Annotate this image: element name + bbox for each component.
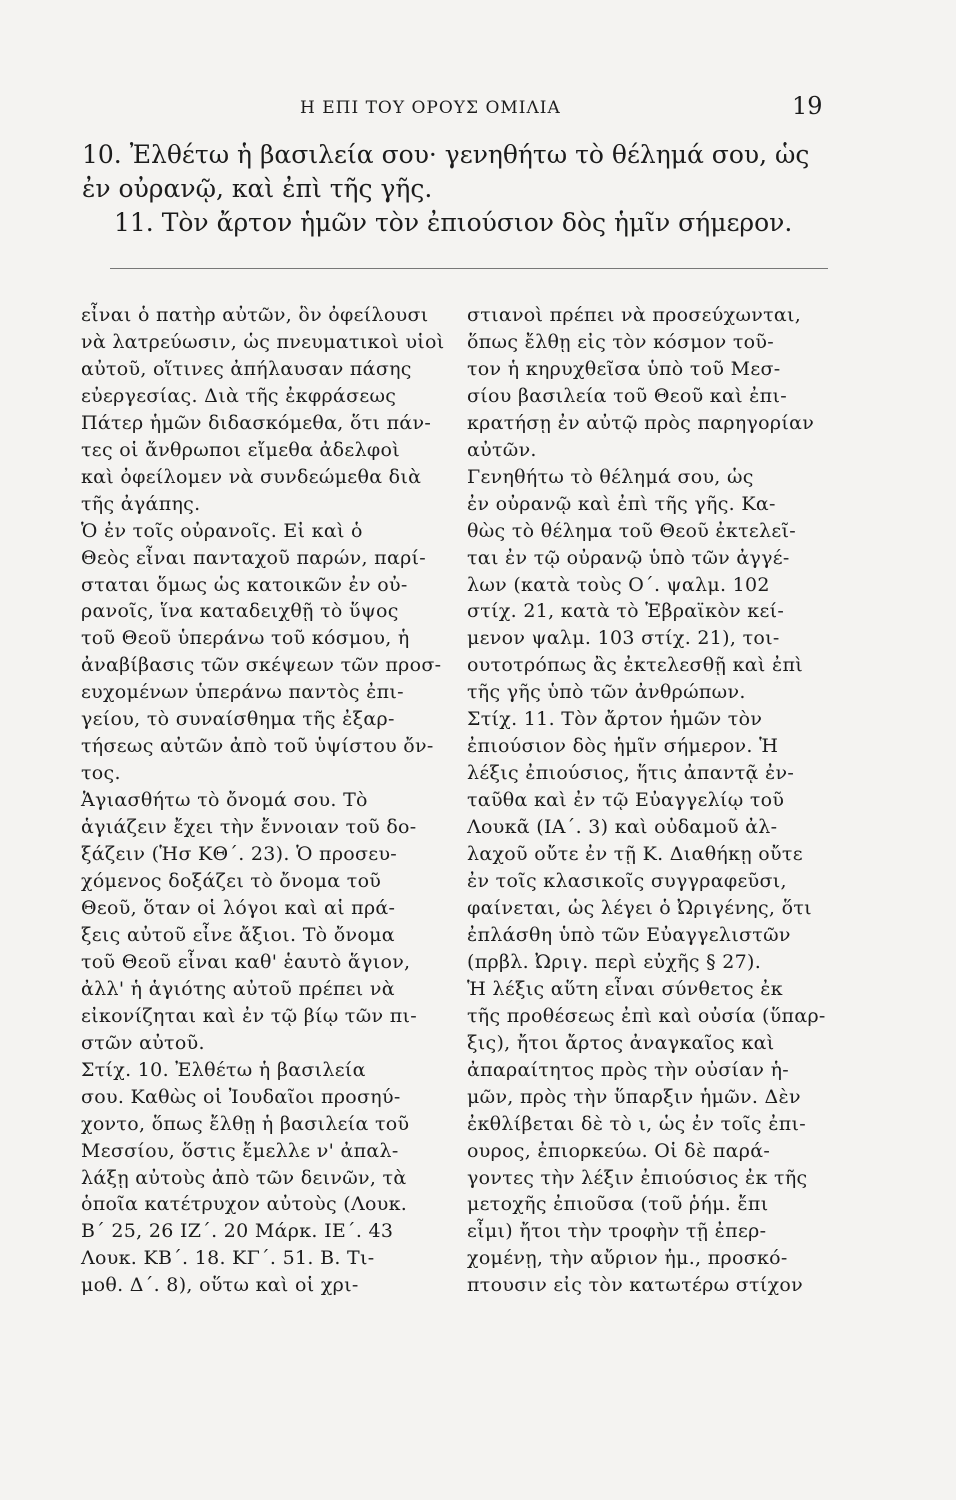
page-number: 19 [792,92,823,120]
right-line: μῶν, πρὸς τὴν ὕπαρξιν ἡμῶν. Δὲν [467,1085,801,1108]
left-line: εἶναι ὁ πατὴρ αὐτῶν, ὃν ὀφείλουσι [81,304,429,326]
left-line: ἀναβίβασις τῶν σκέψεων τῶν προσ- [81,654,442,677]
left-line: εὐεργεσίας. Διὰ τῆς ἐκφράσεως [81,384,397,407]
right-line: πτουσιν εἰς τὸν κατωτέρω στίχον [467,1274,804,1297]
right-line: ὅπως ἔλθῃ εἰς τὸν κόσμον τοῦ- [467,330,774,353]
right-line: Γενηθήτω τὸ θέλημά σου, ὡς [467,465,754,488]
right-line: μετοχῆς ἐπιοῦσα (τοῦ ῥήμ. ἔπι [467,1193,769,1216]
right-line: λέξις ἐπιούσιος, ἥτις ἀπαντᾷ ἐν- [467,762,795,785]
left-line: τες οἱ ἄνθρωποι εἴμεθα ἀδελφοὶ [81,438,401,461]
right-line: ουτοτρόπως ἂς ἐκτελεσθῇ καὶ ἐπὶ [467,654,804,677]
left-line: λάξῃ αὐτοὺς ἀπὸ τῶν δεινῶν, τὰ [81,1166,407,1189]
left-line: καὶ ὀφείλομεν νὰ συνδεώμεθα διὰ [81,465,422,488]
right-line: ἀπαραίτητος πρὸς τὴν οὐσίαν ἡ- [467,1058,790,1081]
right-line: γοντες τὴν λέξιν ἐπιούσιος ἐκ τῆς [467,1166,808,1189]
right-line: ταῦθα καὶ ἐν τῷ Εὐαγγελίῳ τοῦ [467,789,785,812]
right-line: Λουκᾶ (ΙΑ΄. 3) καὶ οὐδαμοῦ ἀλ- [467,816,778,839]
left-line: Ὁ ἐν τοῖς οὐρανοῖς. Εἰ καὶ ὁ [81,519,363,542]
left-line: εἰκονίζηται καὶ ἐν τῷ βίῳ τῶν πι- [81,1004,417,1027]
right-line: Στίχ. 11. Τὸν ἄρτον ἡμῶν τὸν [467,708,763,731]
running-head [0,92,956,124]
left-line: χοντο, ὅπως ἔλθῃ ἡ βασιλεία τοῦ [81,1112,410,1135]
left-line: σταται ὅμως ὡς κατοικῶν ἐν οὐ- [81,573,408,596]
right-line: ται ἐν τῷ οὐρανῷ ὑπὸ τῶν ἀγγέ- [467,546,790,569]
verse-10-line-2: ἐν οὐρανῷ, καὶ ἐπὶ τῆς γῆς. [82,174,433,203]
left-line: τοῦ Θεοῦ εἶναι καθ' ἑαυτὸ ἅγιον, [81,950,411,973]
verse-10-line-1: 10. Ἐλθέτω ἡ βασιλεία σου· γενηθήτω τὸ θέλημά σου, ὡς [82,140,810,169]
left-line: Στίχ. 10. Ἐλθέτω ἡ βασιλεία [81,1058,366,1081]
left-line: Ἁγιασθήτω τὸ ὄνομά σου. Τὸ [81,789,368,812]
right-line: ἐν οὐρανῷ καὶ ἐπὶ τῆς γῆς. Κα- [467,492,776,515]
verse-11-line: 11. Τὸν ἄρτον ἡμῶν τὸν ἐπιούσιον δὸς ἡμῖν σήμερον. [114,208,793,237]
left-line: ρανοῖς, ἵνα καταδειχθῇ τὸ ὕψος [81,600,399,623]
right-line: λαχοῦ οὔτε ἐν τῇ Κ. Διαθήκῃ οὔτε [467,843,803,866]
running-title: Η ΕΠΙ ΤΟΥ ΟΡΟΥΣ ΟΜΙΛΙΑ [300,98,561,118]
left-line: ευχομένων ὑπεράνω παντὸς ἐπι- [81,681,404,704]
left-line: Β΄ 25, 26 ΙΖ΄. 20 Μάρκ. ΙΕ΄. 43 [81,1220,394,1243]
right-line: τῆς προθέσεως ἐπὶ καὶ οὐσία (ὕπαρ- [467,1004,826,1027]
left-line: ξεις αὐτοῦ εἶνε ἄξιοι. Τὸ ὄνομα [81,923,395,946]
left-line: μοθ. Δ΄. 8), οὕτω καὶ οἱ χρι- [81,1274,359,1297]
right-line: στιανοὶ πρέπει νὰ προσεύχωνται, [467,304,802,326]
left-line: σου. Καθὼς οἱ Ἰουδαῖοι προσηύ- [81,1085,401,1108]
right-line: τον ἡ κηρυχθεῖσα ὑπὸ τοῦ Μεσ- [467,357,781,380]
right-line: ξις), ἤτοι ἄρτος ἀναγκαῖος καὶ [467,1031,775,1054]
right-line: ἐπλάσθη ὑπὸ τῶν Εὐαγγελιστῶν [467,923,791,946]
scripture-text [82,138,842,240]
left-line: χόμενος δοξάζει τὸ ὄνομα τοῦ [81,870,382,893]
left-line: τος. [81,762,121,785]
left-line: τοῦ Θεοῦ ὑπεράνω τοῦ κόσμου, ἡ [81,627,410,650]
separator-rule [110,268,828,269]
left-line: ἀλλ' ἡ ἁγιότης αὐτοῦ πρέπει νὰ [81,977,395,1000]
left-line: Πάτερ ἡμῶν διδασκόμεθα, ὅτι πάν- [81,411,432,434]
right-line: ἐν τοῖς κλασικοῖς συγγραφεῦσι, [467,870,787,893]
left-line: ἁγιάζειν ἔχει τὴν ἔννοιαν τοῦ δο- [81,816,417,839]
right-line: κρατήσῃ ἐν αὐτῷ πρὸς παρηγορίαν [467,411,815,434]
right-line: φαίνεται, ὡς λέγει ὁ Ὠριγένης, ὅτι [467,896,812,919]
right-line: αὐτῶν. [467,438,537,461]
right-line: ουρος, ἐπιορκεύω. Οἱ δὲ παρά- [467,1139,771,1162]
left-line: ὁποῖα κατέτρυχον αὐτοὺς (Λουκ. [81,1193,408,1216]
right-line: ἐκθλίβεται δὲ τὸ ι, ὡς ἐν τοῖς ἐπι- [467,1112,806,1135]
left-line: Θεοῦ, ὅταν οἱ λόγοι καὶ αἱ πρά- [81,896,396,919]
right-line: μενον ψαλμ. 103 στίχ. 21), τοι- [467,627,780,650]
right-line: θὼς τὸ θέλημα τοῦ Θεοῦ ἐκτελεῖ- [467,519,796,542]
left-line: στῶν αὐτοῦ. [81,1031,205,1054]
right-line: τῆς γῆς ὑπὸ τῶν ἀνθρώπων. [467,681,746,704]
right-line: σίου βασιλεία τοῦ Θεοῦ καὶ ἐπι- [467,384,787,407]
left-line: Μεσσίου, ὅστις ἔμελλε ν' ἀπαλ- [81,1139,399,1162]
left-line: Θεὸς εἶναι πανταχοῦ παρών, παρί- [81,546,427,569]
left-line: αὐτοῦ, οἵτινες ἀπήλαυσαν πάσης [81,357,412,380]
right-line: στίχ. 21, κατὰ τὸ Ἑβραϊκὸν κεί- [467,600,785,623]
right-line: λων (κατὰ τοὺς Ο΄. ψαλμ. 102 [467,573,770,596]
left-line: τῆς ἀγάπης. [81,492,201,515]
right-line: (πρβλ. Ὠριγ. περὶ εὐχῆς § 27). [467,950,762,973]
right-line: χομένῃ, τὴν αὔριον ἡμ., προσκό- [467,1247,788,1270]
left-line: τήσεως αὐτῶν ἀπὸ τοῦ ὑψίστου ὄν- [81,735,434,758]
commentary-left-column [81,302,445,1299]
left-line: ξάζειν (Ἡσ ΚΘ΄. 23). Ὁ προσευ- [81,843,398,866]
commentary-right-column [467,302,832,1299]
right-line: Ἡ λέξις αὕτη εἶναι σύνθετος ἐκ [467,977,783,1000]
right-line: ἐπιούσιον δὸς ἡμῖν σήμερον. Ἡ [467,735,779,758]
right-line: εἶμι) ἤτοι τὴν τροφὴν τῇ ἐπερ- [467,1220,767,1243]
left-line: Λουκ. ΚΒ΄. 18. ΚΓ΄. 51. Β. Τι- [81,1247,375,1270]
left-line: νὰ λατρεύωσιν, ὡς πνευματικοὶ υἱοὶ [81,330,445,353]
left-line: γείου, τὸ συναίσθημα τῆς ἐξαρ- [81,708,395,731]
